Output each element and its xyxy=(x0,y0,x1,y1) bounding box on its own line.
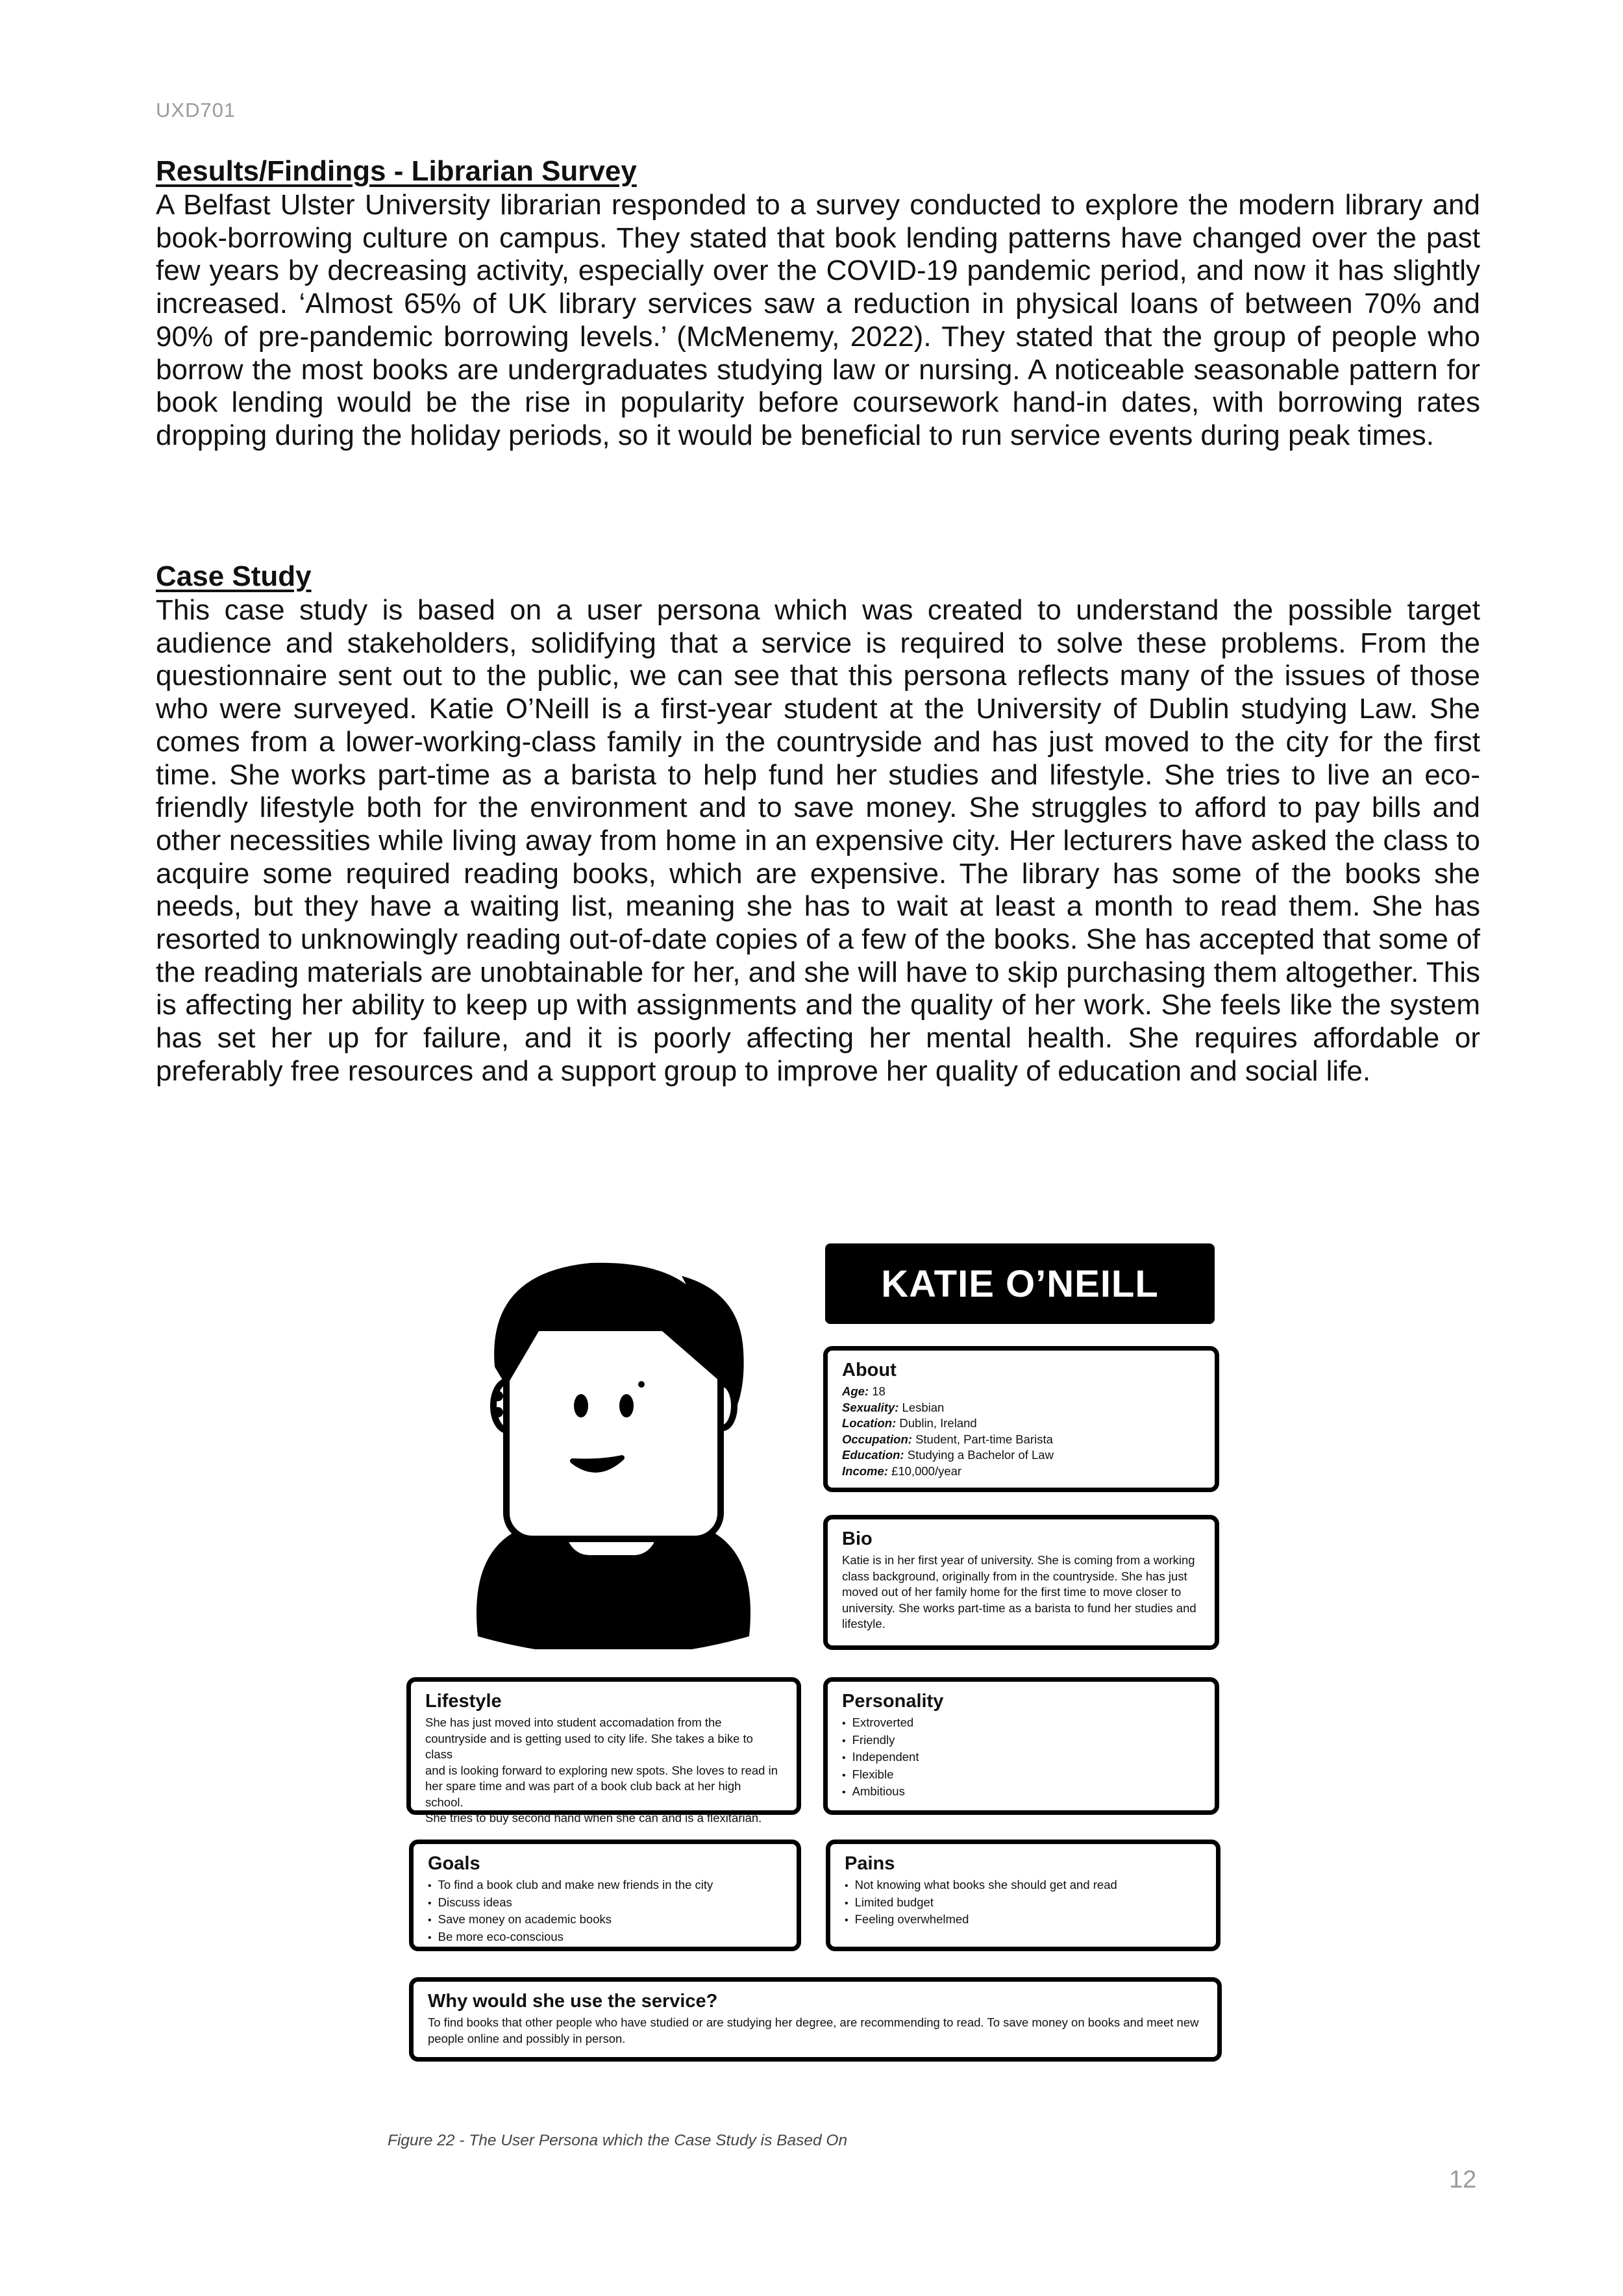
bio-card xyxy=(823,1515,1219,1650)
lifestyle-title: Lifestyle xyxy=(425,1691,502,1712)
lifestyle-line: She has just moved into student accomadation from the xyxy=(425,1716,722,1729)
bio-line: Katie is in her first year of university. She is coming from a working xyxy=(842,1553,1195,1567)
personality-item: • Independent xyxy=(842,1749,1200,1767)
goals-list xyxy=(428,1877,782,1946)
pains-title: Pains xyxy=(845,1853,895,1874)
pains-item: • Limited budget xyxy=(845,1895,1202,1912)
about-location-label: Location: xyxy=(842,1416,897,1430)
header-code: UXD701 xyxy=(156,99,236,121)
about-age-value: 18 xyxy=(872,1384,886,1398)
about-education xyxy=(842,1447,1200,1464)
page-number: 12 xyxy=(1449,2166,1477,2193)
figure-caption: Figure 22 - The User Persona which the Case Study is Based On xyxy=(388,2132,848,2149)
about-sexuality xyxy=(842,1400,1200,1416)
about-card xyxy=(823,1346,1219,1492)
lifestyle-line: her spare time and was part of a book club back at her high school. xyxy=(425,1779,741,1809)
bio-title: Bio xyxy=(842,1529,873,1549)
personality-list xyxy=(842,1715,1200,1801)
persona-name-banner: KATIE O’NEILL xyxy=(825,1243,1215,1324)
pains-card xyxy=(826,1840,1220,1951)
about-income-label: Income: xyxy=(842,1464,888,1478)
survey-paragraph: A Belfast Ulster University librarian responded to a survey conducted to explore the modern library and book-borrowing culture on campus. They stated that book lending patterns have changed over the past few years by decreasing activity, especially over the COVID-19 pandemic period, and now it has slightly increased. ‘Almost 65% of UK library services saw a reduction in physical loans of between 70% and 90% of pre-pandemic borrowing levels.’ (McMenemy, 2022). They stated that the group of people who borrow the most books are undergraduates studying law or nursing. A noticeable seasonable pattern for book lending would be the rise in popularity before coursework hand-in dates, with borrowing rates dropping during the holiday periods, so it would be beneficial to run service events during peak times. xyxy=(156,189,1480,451)
lifestyle-line: She tries to buy second hand when she can and is a flexitarian. xyxy=(425,1811,762,1825)
goals-item: • Be more eco-conscious xyxy=(428,1929,782,1947)
personality-item: • Extroverted xyxy=(842,1715,1200,1732)
about-occupation xyxy=(842,1432,1200,1448)
pains-item: • Feeling overwhelmed xyxy=(845,1912,1202,1929)
goals-item: • To find a book club and make new friends in the city xyxy=(428,1877,782,1895)
why-use-service-title: Why would she use the service? xyxy=(428,1991,718,2012)
personality-item: • Friendly xyxy=(842,1732,1200,1750)
about-location xyxy=(842,1416,1200,1432)
goals-card xyxy=(409,1840,801,1951)
bio-line: class background, originally from in the countryside. She has just xyxy=(842,1569,1187,1583)
goals-item: • Save money on academic books xyxy=(428,1912,782,1929)
bio-line: university. She works part-time as a barista to fund her studies and xyxy=(842,1601,1196,1615)
survey-heading: Results/Findings - Librarian Survey xyxy=(156,155,637,187)
persona-avatar-illustration xyxy=(467,1234,760,1649)
case-study-paragraph: This case study is based on a user persona which was created to understand the possible target audience and stakeholders, solidifying that a service is required to solve these problems. From the questionnaire sent out to the public, we can see that this persona reflects many of the issues of those who were surveyed. Katie O’Neill is a first-year student at the University of Dublin studying Law. She comes from a lower-working-class family in the countryside and has just moved to the city for the first time. She works part-time as a barista to help fund her studies and lifestyle. She tries to live an eco-friendly lifestyle both for the environment and to save money. She struggles to afford to pay bills and other necessities while living away from home in an expensive city. Her lecturers have asked the class to acquire some required reading books, which are expensive. The library has some of the books she needs, but they have a waiting list, meaning she has to wait at least a month to read them. She has resorted to unknowingly reading out-of-date copies of a few of the books. She has accepted that some of the reading materials are unobtainable for her, and she will have to skip purchasing them altogether. This is affecting her ability to keep up with assignments and the quality of her work. She feels like the system has set her up for failure, and it is poorly affecting her mental health. She requires affordable or preferably free resources and a support group to improve her quality of education and social life. xyxy=(156,594,1480,1087)
goals-item: • Discuss ideas xyxy=(428,1895,782,1912)
about-income xyxy=(842,1464,1200,1480)
personality-item: • Flexible xyxy=(842,1767,1200,1784)
about-sexuality-label: Sexuality: xyxy=(842,1400,899,1414)
why-use-service-card xyxy=(409,1977,1222,2062)
about-age xyxy=(842,1384,1200,1400)
personality-title: Personality xyxy=(842,1691,944,1712)
personality-item: • Ambitious xyxy=(842,1784,1200,1801)
why-use-service-line: people online and possibly in person. xyxy=(428,2031,626,2045)
about-education-value: Studying a Bachelor of Law xyxy=(907,1448,1054,1462)
case-study-heading: Case Study xyxy=(156,560,312,592)
bio-line: lifestyle. xyxy=(842,1617,886,1630)
why-use-service-line: To find books that other people who have studied or are studying her degree, are recommending to read. To save money on books and meet new xyxy=(428,2015,1199,2029)
lifestyle-line: countryside and is getting used to city life. She takes a bike to class xyxy=(425,1731,753,1761)
about-income-value: £10,000/year xyxy=(891,1464,962,1478)
personality-card xyxy=(823,1677,1219,1815)
about-sexuality-value: Lesbian xyxy=(902,1400,945,1414)
goals-title: Goals xyxy=(428,1853,480,1874)
lifestyle-line: and is looking forward to exploring new spots. She loves to read in xyxy=(425,1763,778,1777)
pains-list xyxy=(845,1877,1202,1929)
bio-line: moved out of her family home for the first time to move closer to xyxy=(842,1585,1182,1599)
persona-avatar xyxy=(467,1234,760,1649)
about-location-value: Dublin, Ireland xyxy=(899,1416,977,1430)
about-occupation-value: Student, Part-time Barista xyxy=(915,1432,1053,1446)
about-title: About xyxy=(842,1360,897,1380)
about-age-label: Age: xyxy=(842,1384,869,1398)
about-occupation-label: Occupation: xyxy=(842,1432,912,1446)
lifestyle-card xyxy=(406,1677,801,1825)
about-education-label: Education: xyxy=(842,1448,904,1462)
pains-item: • Not knowing what books she should get and read xyxy=(845,1877,1202,1895)
